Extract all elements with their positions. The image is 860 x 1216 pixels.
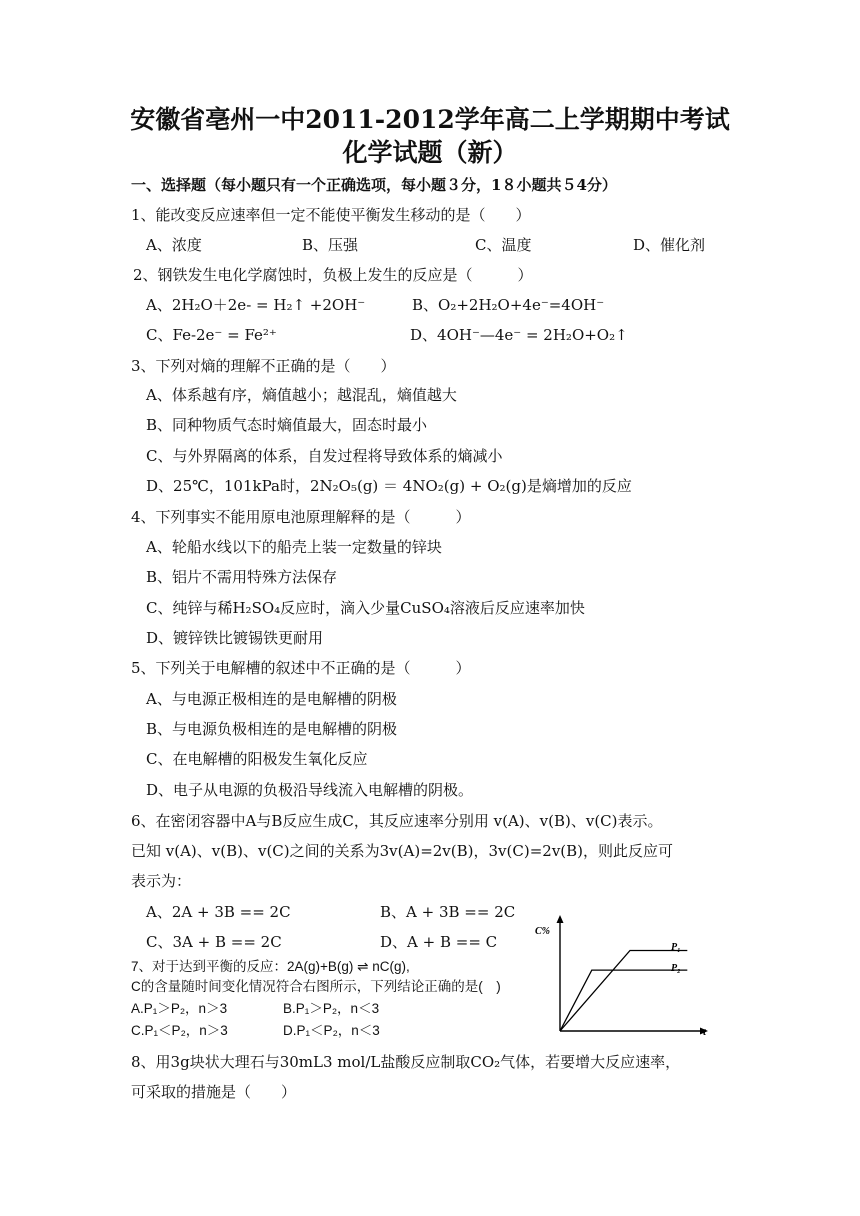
question-2-option-a: A、2H₂O＋2e- = H₂↑ +2OH⁻ (146, 296, 366, 314)
question-6-stem-line3: 表示为： (131, 872, 192, 890)
chart-series-label-p2: P₂ (671, 963, 681, 974)
page-title-line1: 安徽省亳州一中2011-2012学年高二上学期期中考试 (130, 105, 730, 134)
question-6-stem-line1: 6、在密闭容器中A与B反应生成C，其反应速率分别用 v(A)、v(B)、v(C)表示。 (131, 812, 663, 830)
question-6-option-c: C、3A + B == 2C (146, 933, 282, 951)
question-3-stem: 3、下列对熵的理解不正确的是（ ） (131, 357, 396, 375)
question-3-option-d: D、25℃，101kPa时，2N₂O₅(g) ＝ 4NO₂(g) + O₂(g)是熵增加的反应 (146, 477, 632, 495)
question-7-option-c: C.P₁＜P₂，n＞3 (131, 1023, 228, 1038)
question-6-option-d: D、A + B == C (380, 933, 498, 951)
chart-axes (557, 915, 709, 1035)
question-5-option-c: C、在电解槽的阳极发生氧化反应 (146, 750, 368, 768)
question-1-option-a: A、浓度 (146, 236, 202, 254)
question-4-stem: 4、下列事实不能用原电池原理解释的是（ ） (131, 508, 471, 526)
question-5-option-a: A、与电源正极相连的是电解槽的阴极 (146, 690, 397, 708)
question-8-stem-line2: 可采取的措施是（ ） (131, 1083, 297, 1101)
chart-series (560, 951, 687, 1032)
question-6-option-a: A、2A + 3B == 2C (146, 903, 291, 921)
concentration-time-chart (530, 915, 715, 1040)
page-title-line2: 化学试题（新） (342, 138, 518, 167)
question-7-option-d: D.P₁＜P₂，n＜3 (283, 1023, 380, 1038)
question-1-option-b: B、压强 (302, 236, 359, 254)
question-7-stem-line2: C的含量随时间变化情况符合右图所示，下列结论正确的是( ) (131, 979, 501, 994)
question-7-option-b: B.P₁＞P₂，n＜3 (283, 1001, 380, 1016)
question-3-option-b: B、同种物质气态时熵值最大，固态时最小 (146, 416, 428, 434)
question-4-option-d: D、镀锌铁比镀锡铁更耐用 (146, 629, 324, 647)
question-1-option-d: D、催化剂 (633, 236, 706, 254)
question-1-stem: 1、能改变反应速率但一定不能使平衡发生移动的是（ ） (131, 206, 531, 224)
question-8-stem-line1: 8、用3g块状大理石与30mL3 mol/L盐酸反应制取CO₂气体，若要增大反应速率， (131, 1053, 681, 1071)
question-1-option-c: C、温度 (475, 236, 532, 254)
question-3-option-c: C、与外界隔离的体系，自发过程将导致体系的熵减小 (146, 447, 503, 465)
question-3-option-a: A、体系越有序，熵值越小；越混乱，熵值越大 (146, 386, 457, 404)
question-6-option-b: B、A + 3B == 2C (380, 903, 516, 921)
chart-x-axis-label: t (703, 1026, 707, 1038)
question-5-option-b: B、与电源负极相连的是电解槽的阴极 (146, 720, 398, 738)
question-5-option-d: D、电子从电源的负极沿导线流入电解槽的阴极。 (146, 781, 474, 799)
question-2-stem: 2、钢铁发生电化学腐蚀时，负极上发生的反应是（ ） (133, 266, 533, 284)
question-2-option-d: D、4OH⁻—4e⁻ = 2H₂O+O₂↑ (410, 326, 628, 344)
question-4-option-b: B、铝片不需用特殊方法保存 (146, 568, 338, 586)
question-2-option-b: B、O₂+2H₂O+4e⁻=4OH⁻ (412, 296, 605, 314)
chart-y-axis-label: C% (535, 926, 550, 937)
chart-y-axis-arrow (557, 915, 564, 923)
question-7-option-a: A.P₁＞P₂，n＞3 (131, 1001, 228, 1016)
question-2-option-c: C、Fe-2e⁻ = Fe²⁺ (146, 326, 277, 344)
section-heading: 一、选择题（每小题只有一个正确选项，每小题３分，1８小题共５4分） (131, 176, 617, 194)
question-4-option-a: A、轮船水线以下的船壳上装一定数量的锌块 (146, 538, 442, 556)
question-7-stem-line1: 7、对于达到平衡的反应：2A(g)+B(g) ⇌ nC(g), (131, 959, 410, 974)
chart-series-line-2 (560, 970, 687, 1031)
question-6-stem-line2: 已知 v(A)、v(B)、v(C)之间的关系为3v(A)=2v(B)，3v(C)=2v(B)，则此反应可 (131, 842, 674, 860)
question-4-option-c: C、纯锌与稀H₂SO₄反应时，滴入少量CuSO₄溶液后反应速率加快 (146, 599, 585, 617)
question-5-stem: 5、下列关于电解槽的叙述中不正确的是（ ） (131, 659, 471, 677)
chart-series-label-p1: P₁ (671, 942, 681, 953)
chart-series-line-1 (560, 951, 687, 1032)
